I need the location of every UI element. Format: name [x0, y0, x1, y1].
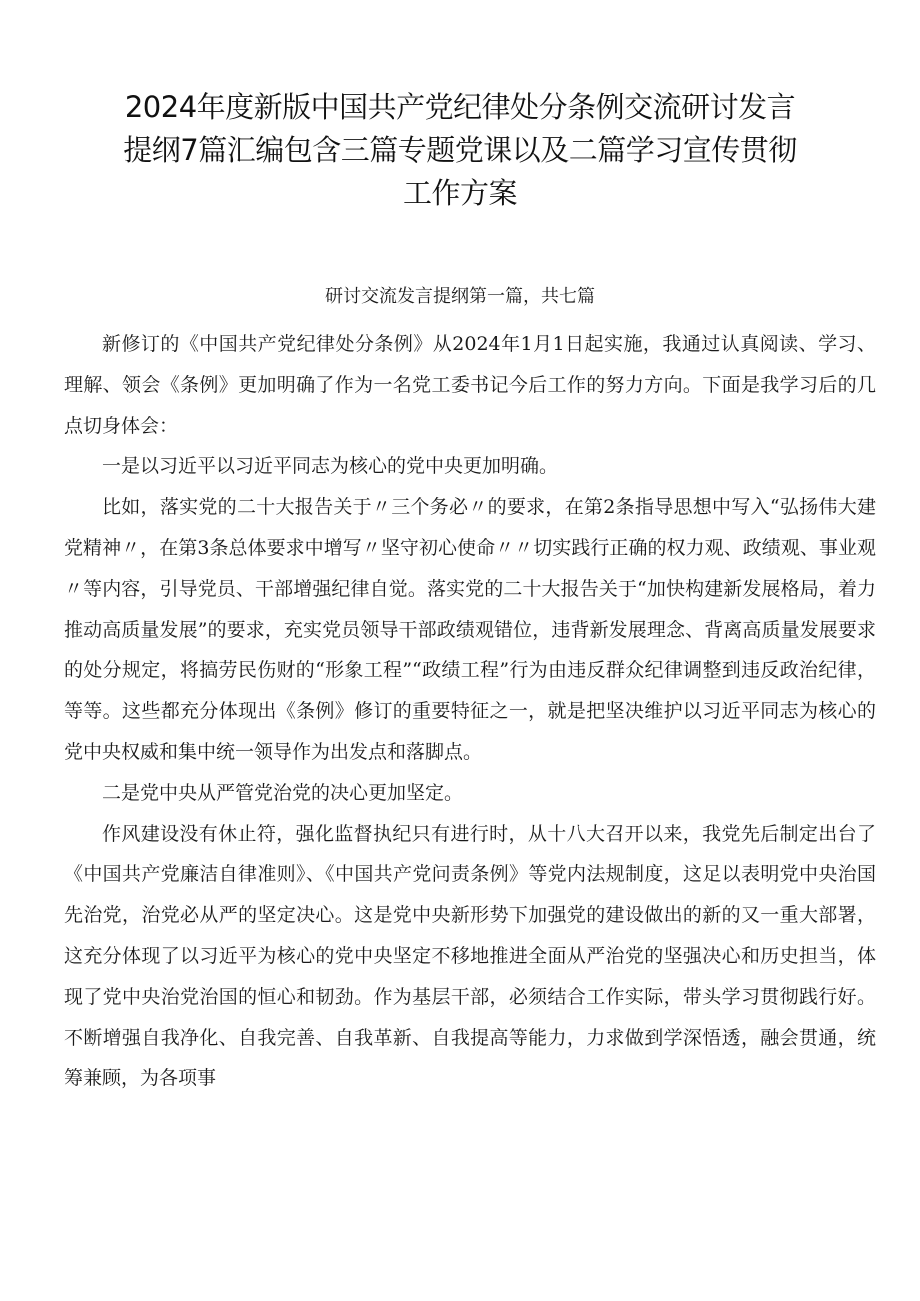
paragraph-intro: 新修订的《中国共产党纪律处分条例》从2024年1月1日起实施，我通过认真阅读、学习、理解、领会《条例》更加明确了作为一名党工委书记今后工作的努力方向。下面是我学习后的几点切身体会：	[64, 333, 876, 437]
paragraph-point-one-body: 比如，落实党的二十大报告关于〃三个务必〃的要求，在第2条指导思想中写入“弘扬伟大建党精神〃，在第3条总体要求中增写〃坚守初心使命〃〃切实践行正确的权力观、政绩观、事业观〃等内容，引导党员、干部增强纪律自觉。落实党的二十大报告关于“加快构建新发展格局，着力推动高质量发展”的要求，充实党员领导干部政绩观错位，违背新发展理念、背离高质量发展要求的处分规定，将搞劳民伤财的“形象工程”“政绩工程”行为由违反群众纪律调整到违反政治纪律，等等。这些都充分体现出《条例》修订的重要特征之一，就是把坚决维护以习近平同志为核心的党中央权威和集中统一领导作为出发点和落脚点。	[64, 496, 876, 763]
title-line-3: 工作方案	[402, 176, 517, 210]
paragraph-point-one-heading: 一是以习近平以习近平同志为核心的党中央更加明确。	[102, 455, 559, 478]
title-line-1: 2024年度新版中国共产党纪律处分条例交流研讨发言	[124, 90, 796, 124]
paragraph-point-two-body: 作风建设没有休止符，强化监督执纪只有进行时，从十八大召开以来，我党先后制定出台了《中国共产党廉洁自律准则》、《中国共产党问责条例》等党内法规制度，这足以表明党中央治国先治党，治党必从严的坚定决心。这是党中央新形势下加强党的建设做出的新的又一重大部署，这充分体现了以习近平为核心的党中央坚定不移地推进全面从严治党的坚强决心和历史担当，体现了党中央治党治国的恒心和韧劲。作为基层干部，必须结合工作实际，带头学习贯彻践行好。不断增强自我净化、自我完善、自我革新、自我提高等能力，力求做到学深悟透，融会贯通，统筹兼顾，为各项事	[64, 822, 876, 1090]
document-title	[60, 86, 860, 215]
section-subtitle: 研讨交流发言提纲第一篇，共七篇	[325, 286, 595, 307]
title-line-2: 提纲7篇汇编包含三篇专题党课以及二篇学习宣传贯彻	[123, 133, 797, 167]
document-body	[64, 324, 876, 1099]
paragraph-point-two-heading: 二是党中央从严管党治党的决心更加坚定。	[102, 781, 464, 804]
